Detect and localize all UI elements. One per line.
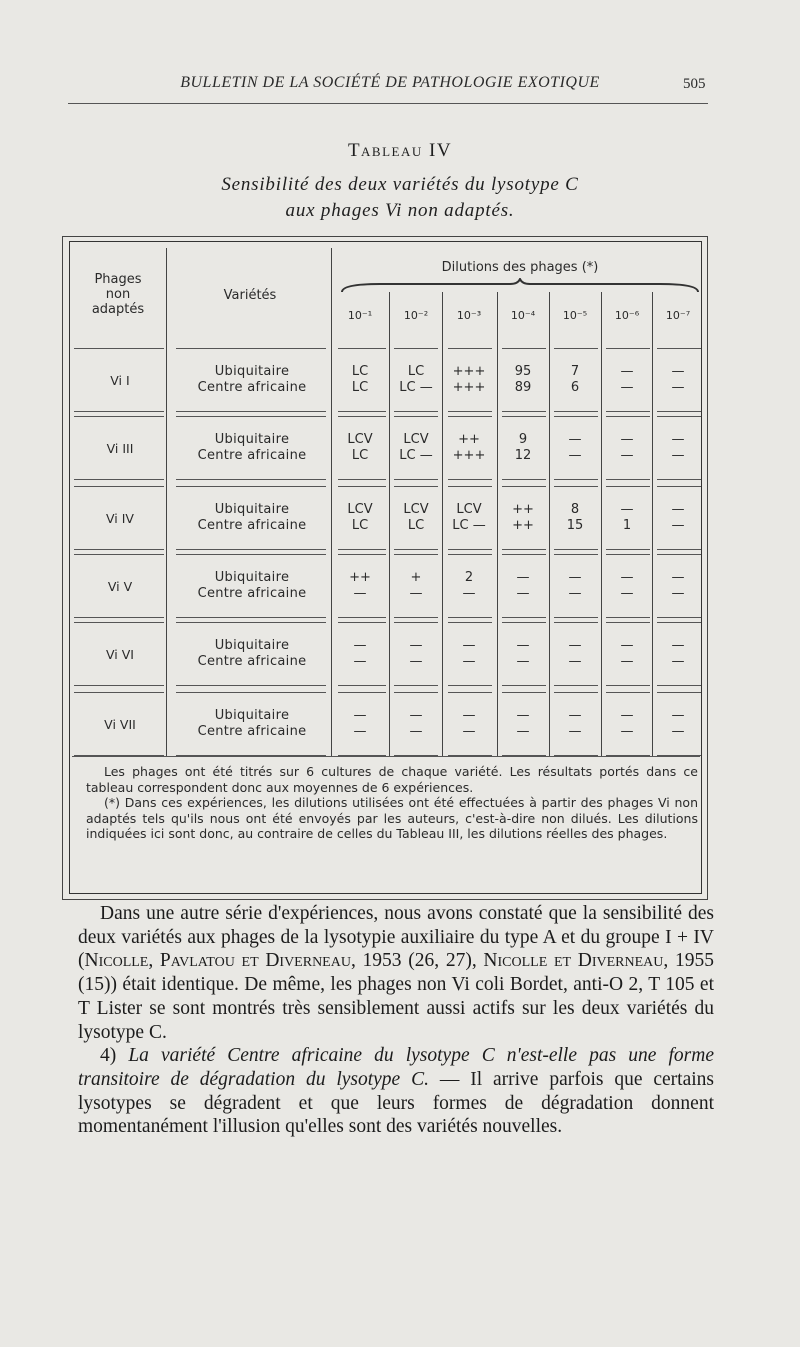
table-cell: — <box>568 638 582 653</box>
section-heading-italic: La variété Centre africaine du lysotype C n'est-elle pas une forme transitoire de dégradation du lysotype C. <box>78 1045 714 1090</box>
row-rule <box>176 554 326 555</box>
row-rule <box>606 486 650 487</box>
table-caption-line: Sensibilité des deux variétés du lysotype C <box>221 174 579 195</box>
table-cell: LC <box>351 518 369 533</box>
row-rule <box>606 479 650 480</box>
row-rule <box>448 554 492 555</box>
variety-label: Ubiquitaire <box>214 432 290 447</box>
paragraph: Dans une autre série d'expériences, nous avons constaté que la sensibilité des deux variétés aux phages de la lysotypie auxiliaire du type A et du groupe I + IV (Nicolle, Pavlatou et Diverneau, 1953 (26, 27), Nicolle et Diverneau, 1955 (15)) était identique. De même, les phages non Vi coli Bordet, anti-O 2, T 105 et T Lister se sont montrés très sensiblement aussi actifs sur les deux variétés du lysotype C. <box>78 903 714 1043</box>
table-cell: — <box>671 654 685 669</box>
table-cell: — <box>353 724 367 739</box>
table-cell: LC <box>407 518 425 533</box>
table-cell: — <box>620 364 634 379</box>
table-cell: LC — <box>452 518 486 533</box>
row-rule <box>606 348 650 349</box>
table-cell: — <box>462 654 476 669</box>
table-cell: — <box>409 586 423 601</box>
row-rule <box>554 685 598 686</box>
row-rule <box>554 617 598 618</box>
row-rule <box>338 486 386 487</box>
row-rule <box>394 617 438 618</box>
row-rule <box>657 486 701 487</box>
row-rule <box>502 411 546 412</box>
table-cell: — <box>462 638 476 653</box>
row-rule <box>176 348 326 349</box>
phage-label: Vi VII <box>104 717 136 732</box>
author-citation: Nicolle, Pavlatou et Diverneau, <box>84 950 356 972</box>
variety-labels <box>172 364 332 396</box>
row-rule <box>657 416 701 417</box>
row-rule <box>176 549 326 550</box>
table-cell: — <box>353 708 367 723</box>
row-rule <box>502 755 546 756</box>
row-rule <box>74 416 164 417</box>
row-rule <box>338 622 386 623</box>
table-cell: — <box>620 502 634 517</box>
row-rule <box>176 622 326 623</box>
table-cell: — <box>516 724 530 739</box>
row-rule <box>606 692 650 693</box>
row-rule <box>74 685 164 686</box>
variety-label: Ubiquitaire <box>214 638 290 653</box>
variety-label: Centre africaine <box>197 654 307 669</box>
row-rule <box>394 411 438 412</box>
row-rule <box>657 755 701 756</box>
row-rule <box>502 622 546 623</box>
table-cell: LC <box>351 380 369 395</box>
paragraph: 4) La variété Centre africaine du lysotype C n'est-elle pas une forme transitoire de dégradation du lysotype C. — Il arrive parfois que certains lysotypes se dégradent et que leurs formes de dégradation donnent momentanément l'illusion qu'elles sont des variétés nouvelles. <box>78 1045 714 1138</box>
table-cell: — <box>409 724 423 739</box>
row-rule <box>448 549 492 550</box>
row-rule <box>502 416 546 417</box>
phage-label: Vi I <box>110 373 130 388</box>
variety-label: Centre africaine <box>197 586 307 601</box>
table-cell: — <box>671 448 685 463</box>
dilution-header: 10⁻² <box>403 309 429 322</box>
table-cell: — <box>620 432 634 447</box>
table-cell: ++ <box>349 570 371 585</box>
variety-label: Ubiquitaire <box>214 502 290 517</box>
table-cell: — <box>620 654 634 669</box>
table-cell: — <box>671 570 685 585</box>
row-rule <box>502 348 546 349</box>
row-rule <box>338 348 386 349</box>
running-header: BULLETIN DE LA SOCIÉTÉ DE PATHOLOGIE EXOTIQUE <box>180 74 600 91</box>
row-rule <box>176 755 326 756</box>
table-cell: LC <box>351 364 369 379</box>
table-cell: 12 <box>514 448 532 463</box>
table-cell: 1 <box>622 518 632 533</box>
table-cell: LCV <box>347 502 373 517</box>
table-cell: LC — <box>399 380 433 395</box>
table-cell: — <box>620 448 634 463</box>
table-cell: — <box>568 586 582 601</box>
table-cell: — <box>620 570 634 585</box>
row-rule <box>74 622 164 623</box>
row-rule <box>74 755 164 756</box>
header-dilutions: Dilutions des phages (*) <box>441 260 599 275</box>
table-cell: — <box>516 586 530 601</box>
table-cell: LC — <box>399 448 433 463</box>
row-rule <box>394 486 438 487</box>
phage-label: Vi V <box>107 579 133 594</box>
row-rule <box>176 416 326 417</box>
row-rule <box>394 479 438 480</box>
row-rule <box>448 622 492 623</box>
row-rule <box>74 549 164 550</box>
dilution-header: 10⁻⁷ <box>665 309 691 322</box>
table-cell: + <box>410 570 422 585</box>
row-rule <box>394 348 438 349</box>
row-rule <box>74 617 164 618</box>
row-rule <box>74 411 164 412</box>
table-cell: LC <box>351 448 369 463</box>
row-rule <box>338 554 386 555</box>
row-rule <box>606 685 650 686</box>
row-rule <box>448 685 492 686</box>
row-rule <box>176 411 326 412</box>
row-rule <box>338 549 386 550</box>
table-cell: — <box>568 432 582 447</box>
author-citation: Nicolle et Diverneau, <box>483 950 669 972</box>
phage-label: Vi VI <box>106 647 134 662</box>
row-rule <box>394 692 438 693</box>
table-cell: — <box>353 586 367 601</box>
table-cell: — <box>516 638 530 653</box>
table-cell: — <box>671 432 685 447</box>
row-rule <box>606 622 650 623</box>
row-rule <box>554 411 598 412</box>
row-rule <box>338 617 386 618</box>
row-rule <box>606 755 650 756</box>
row-rule <box>394 755 438 756</box>
row-rule <box>657 685 701 686</box>
row-rule <box>554 554 598 555</box>
table-cell: — <box>462 586 476 601</box>
table-cell: — <box>620 586 634 601</box>
row-rule <box>448 411 492 412</box>
phage-label: Vi IV <box>106 511 134 526</box>
row-rule <box>554 755 598 756</box>
row-rule <box>74 479 164 480</box>
table-bottom-rule <box>72 756 700 757</box>
table-cell: LC <box>407 364 425 379</box>
table-cell: 6 <box>570 380 580 395</box>
dilution-header: 10⁻¹ <box>347 309 373 322</box>
row-rule <box>554 692 598 693</box>
table-cell: — <box>671 502 685 517</box>
row-rule <box>502 692 546 693</box>
table-cell: — <box>568 724 582 739</box>
table-cell: +++ <box>452 364 486 379</box>
body-text <box>78 902 714 1139</box>
dilution-header: 10⁻⁵ <box>562 309 588 322</box>
table-cell: — <box>462 708 476 723</box>
row-rule <box>394 549 438 550</box>
row-rule <box>657 554 701 555</box>
row-rule <box>394 554 438 555</box>
table-cell: +++ <box>452 380 486 395</box>
variety-label: Centre africaine <box>197 448 307 463</box>
row-rule <box>554 549 598 550</box>
row-rule <box>448 692 492 693</box>
table-cell: — <box>568 708 582 723</box>
table-cell: — <box>671 364 685 379</box>
table-cell: — <box>516 570 530 585</box>
row-rule <box>657 617 701 618</box>
table-cell: — <box>353 638 367 653</box>
row-rule <box>176 486 326 487</box>
table-cell: — <box>671 518 685 533</box>
page-number: 505 <box>683 76 706 92</box>
table-cell: — <box>568 448 582 463</box>
table-cell: — <box>409 638 423 653</box>
row-rule <box>657 692 701 693</box>
row-rule <box>657 348 701 349</box>
table-cell: — <box>620 708 634 723</box>
row-rule <box>448 486 492 487</box>
variety-label: Ubiquitaire <box>214 364 290 379</box>
table-cell: ++ <box>512 502 534 517</box>
row-rule <box>657 622 701 623</box>
footnote-text: Les phages ont été titrés sur 6 cultures de chaque variété. Les résultats portés dans ce tableau correspondent donc aux moyennes de 6 expériences. <box>86 764 698 795</box>
row-rule <box>554 479 598 480</box>
variety-labels <box>172 638 332 670</box>
row-rule <box>448 348 492 349</box>
table-cell: — <box>568 654 582 669</box>
table-cell: 7 <box>570 364 580 379</box>
row-rule <box>502 554 546 555</box>
column-rule <box>166 248 167 756</box>
footnote-text: (*) Dans ces expériences, les dilutions utilisées ont été effectuées à partir des phages Vi non adaptés tels qu'ils nous ont été envoyés par les auteurs, c'est-à-dire non dilués. Les dilutions indiquées ici sont donc, au contraire de celles du Tableau III, les dilutions réelles des phages. <box>86 795 698 841</box>
variety-labels <box>172 570 332 602</box>
row-rule <box>502 479 546 480</box>
row-rule <box>74 692 164 693</box>
row-rule <box>448 755 492 756</box>
brace-icon <box>340 278 700 296</box>
table-cell: — <box>671 638 685 653</box>
row-rule <box>338 685 386 686</box>
table-cell: — <box>671 586 685 601</box>
table-cell: — <box>409 654 423 669</box>
variety-label: Centre africaine <box>197 518 307 533</box>
table-cell: LCV <box>403 432 429 447</box>
row-rule <box>74 554 164 555</box>
dilution-header: 10⁻⁶ <box>614 309 640 322</box>
row-rule <box>338 479 386 480</box>
variety-label: Centre africaine <box>197 380 307 395</box>
dilution-header: 10⁻³ <box>456 309 482 322</box>
row-rule <box>606 617 650 618</box>
row-rule <box>657 479 701 480</box>
table-cell: ++ <box>512 518 534 533</box>
row-rule <box>502 486 546 487</box>
table-cell: 95 <box>514 364 532 379</box>
phage-label: Vi III <box>106 441 134 456</box>
row-rule <box>74 486 164 487</box>
row-rule <box>657 549 701 550</box>
table-footnote <box>86 764 698 842</box>
header-varietes: Variétés <box>223 288 277 303</box>
row-rule <box>338 755 386 756</box>
table-cell: — <box>620 724 634 739</box>
table-cell: — <box>568 570 582 585</box>
table-cell: LCV <box>347 432 373 447</box>
row-rule <box>657 411 701 412</box>
table-cell: — <box>516 654 530 669</box>
table-cell: — <box>620 380 634 395</box>
row-rule <box>338 411 386 412</box>
row-rule <box>554 622 598 623</box>
row-rule <box>176 685 326 686</box>
row-rule <box>394 416 438 417</box>
row-rule <box>394 622 438 623</box>
variety-label: Ubiquitaire <box>214 708 290 723</box>
dilution-header: 10⁻⁴ <box>510 309 536 322</box>
header-phages-non-adaptes: Phages non adaptés <box>91 272 145 317</box>
row-rule <box>338 416 386 417</box>
table-cell: +++ <box>452 448 486 463</box>
row-rule <box>606 411 650 412</box>
row-rule <box>394 685 438 686</box>
table-cell: — <box>671 724 685 739</box>
table-cell: 89 <box>514 380 532 395</box>
table-cell: 9 <box>518 432 528 447</box>
table-cell: — <box>462 724 476 739</box>
row-rule <box>176 617 326 618</box>
row-rule <box>502 617 546 618</box>
row-rule <box>502 549 546 550</box>
row-rule <box>554 348 598 349</box>
table-cell: — <box>516 708 530 723</box>
table-cell: 15 <box>566 518 584 533</box>
table-cell: — <box>671 380 685 395</box>
header-rule <box>68 103 708 104</box>
table-cell: LCV <box>456 502 482 517</box>
table-cell: — <box>353 654 367 669</box>
table-caption-line: aux phages Vi non adaptés. <box>285 200 515 221</box>
row-rule <box>554 416 598 417</box>
table-cell: ++ <box>458 432 480 447</box>
table-cell: — <box>620 638 634 653</box>
row-rule <box>338 692 386 693</box>
table-cell: — <box>671 708 685 723</box>
variety-labels <box>172 432 332 464</box>
variety-labels <box>172 708 332 740</box>
table-title: Tableau IV <box>347 140 453 161</box>
variety-label: Ubiquitaire <box>214 570 290 585</box>
row-rule <box>448 479 492 480</box>
row-rule <box>606 416 650 417</box>
row-rule <box>74 348 164 349</box>
table-cell: 2 <box>464 570 474 585</box>
variety-label: Centre africaine <box>197 724 307 739</box>
row-rule <box>448 416 492 417</box>
row-rule <box>554 486 598 487</box>
row-rule <box>448 617 492 618</box>
table-cell: — <box>409 708 423 723</box>
variety-labels <box>172 502 332 534</box>
row-rule <box>502 685 546 686</box>
table-cell: 8 <box>570 502 580 517</box>
row-rule <box>606 554 650 555</box>
row-rule <box>176 692 326 693</box>
table-caption <box>0 172 800 224</box>
table-cell: LCV <box>403 502 429 517</box>
row-rule <box>606 549 650 550</box>
row-rule <box>176 479 326 480</box>
